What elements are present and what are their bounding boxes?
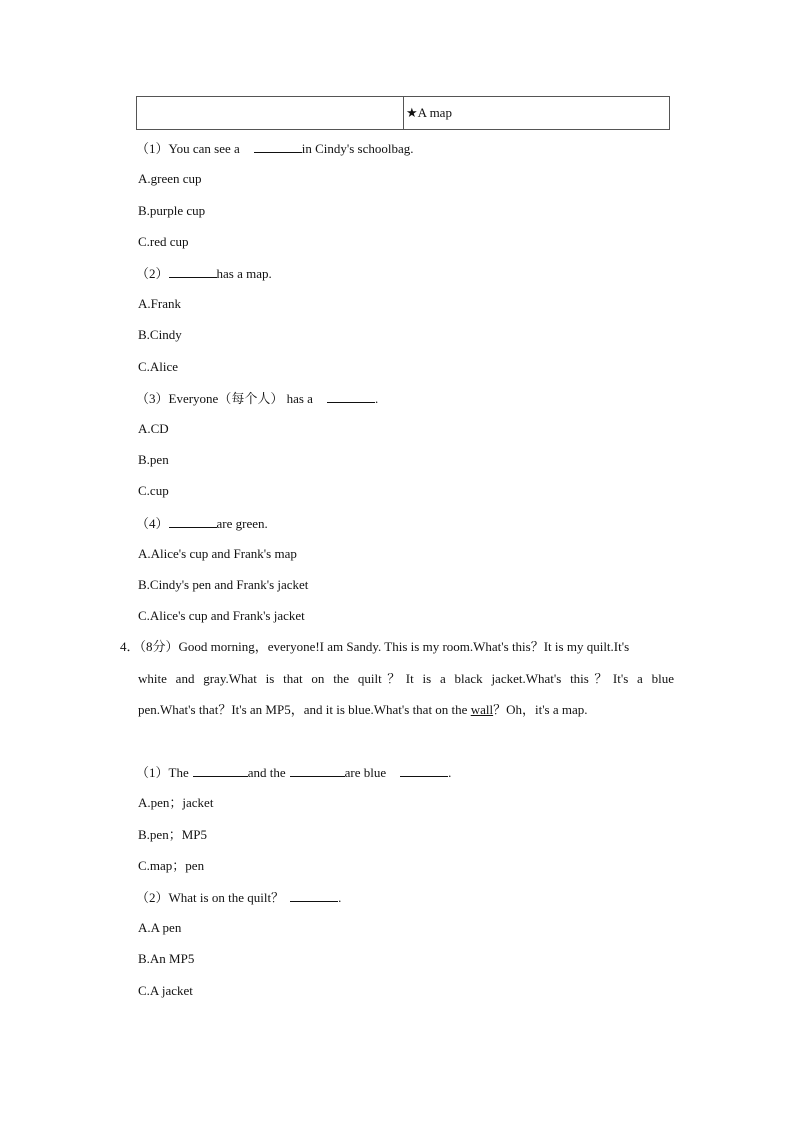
q4-passage-line-3	[138, 702, 588, 718]
answer-blank[interactable]	[169, 265, 217, 278]
q3-sub2-number: （2）	[136, 266, 169, 281]
q3-sub1-text-pre: You can see a	[168, 141, 240, 156]
table-cell-map: ★A map	[406, 105, 452, 120]
q3-sub3-option-b[interactable]: B.pen	[138, 452, 169, 467]
q4-sub1-text-4: .	[448, 765, 452, 780]
q3-sub2-option-b[interactable]: B.Cindy	[138, 327, 182, 342]
answer-blank[interactable]	[193, 764, 248, 777]
q3-sub3-option-c[interactable]: C.cup	[138, 483, 169, 498]
q3-sub2-option-a[interactable]: A.Frank	[138, 296, 181, 311]
q4-sub1-text-3: are blue	[344, 765, 387, 780]
q4-passage-text-3a: pen.What's that？It's an MP5，and it is blue.What's that on the	[138, 702, 471, 717]
q3-sub1-number: （1）	[136, 141, 169, 156]
q3-sub4-option-a[interactable]: A.Alice's cup and Frank's map	[138, 546, 297, 561]
q3-sub3-text-pre: Everyone（每个人） has a	[168, 391, 313, 406]
underlined-word-wall: wall	[470, 702, 494, 717]
q3-sub1-prompt	[136, 140, 414, 157]
q4-passage-line-2: white and gray.What is that on the quilt？It is a black jacket.What's this？It's a blue	[138, 671, 674, 686]
q3-sub4-number: （4）	[136, 516, 169, 531]
q4-passage-line-1	[120, 639, 629, 655]
answer-blank[interactable]	[290, 889, 338, 902]
q3-sub3-option-a[interactable]: A.CD	[138, 421, 169, 436]
q4-sub2-number: （2）	[136, 890, 169, 905]
table-cell-left	[137, 97, 404, 129]
answer-blank[interactable]	[254, 140, 302, 153]
q4-sub1-option-c[interactable]: C.map；pen	[138, 858, 205, 873]
q4-sub2-text-post: .	[338, 890, 342, 905]
q4-sub1-number: （1）	[136, 765, 169, 780]
q4-sub1-option-a[interactable]: A.pen；jacket	[138, 795, 214, 810]
answer-blank[interactable]	[400, 764, 448, 777]
q3-sub2-prompt	[136, 265, 272, 282]
q4-sub2-option-a[interactable]: A.A pen	[138, 920, 182, 935]
q4-heading: 4．（8分）	[120, 639, 179, 654]
answer-blank[interactable]	[169, 515, 217, 528]
q3-sub3-text-post: .	[374, 391, 379, 406]
info-table	[136, 96, 670, 130]
q3-sub4-option-c[interactable]: C.Alice's cup and Frank's jacket	[138, 608, 305, 623]
q4-sub1-text-1: The	[168, 765, 189, 780]
q4-sub2-option-b[interactable]: B.An MP5	[138, 951, 195, 966]
q3-sub1-option-b[interactable]: B.purple cup	[138, 203, 206, 218]
answer-blank[interactable]	[327, 390, 375, 403]
q3-sub4-text-post: are green.	[216, 516, 268, 531]
q4-sub1-text-2: and the	[247, 765, 286, 780]
q3-sub2-text-post: has a map.	[216, 266, 272, 281]
q4-sub1-option-b[interactable]: B.pen；MP5	[138, 827, 207, 842]
q3-sub3-prompt	[136, 390, 378, 407]
q4-sub2-text-pre: What is on the quilt？	[168, 890, 285, 905]
q3-sub4-option-b[interactable]: B.Cindy's pen and Frank's jacket	[138, 577, 309, 592]
q3-sub1-option-a[interactable]: A.green cup	[138, 171, 202, 186]
q3-sub1-text-post: in Cindy's schoolbag.	[301, 141, 414, 156]
q4-sub2-option-c[interactable]: C.A jacket	[138, 983, 193, 998]
q3-sub2-option-c[interactable]: C.Alice	[138, 359, 179, 374]
q4-sub2-prompt	[136, 889, 341, 906]
q3-sub3-number: （3）	[136, 391, 169, 406]
q4-passage-text-3b: ？Oh，it's a map.	[493, 702, 588, 717]
q3-sub1-option-c[interactable]: C.red cup	[138, 234, 189, 249]
q4-sub1-prompt	[136, 764, 451, 781]
answer-blank[interactable]	[290, 764, 345, 777]
q4-passage-text-1: Good morning，everyone!I am Sandy. This is my room.What's this？It is my quilt.It's	[178, 639, 630, 654]
q3-sub4-prompt	[136, 515, 268, 532]
